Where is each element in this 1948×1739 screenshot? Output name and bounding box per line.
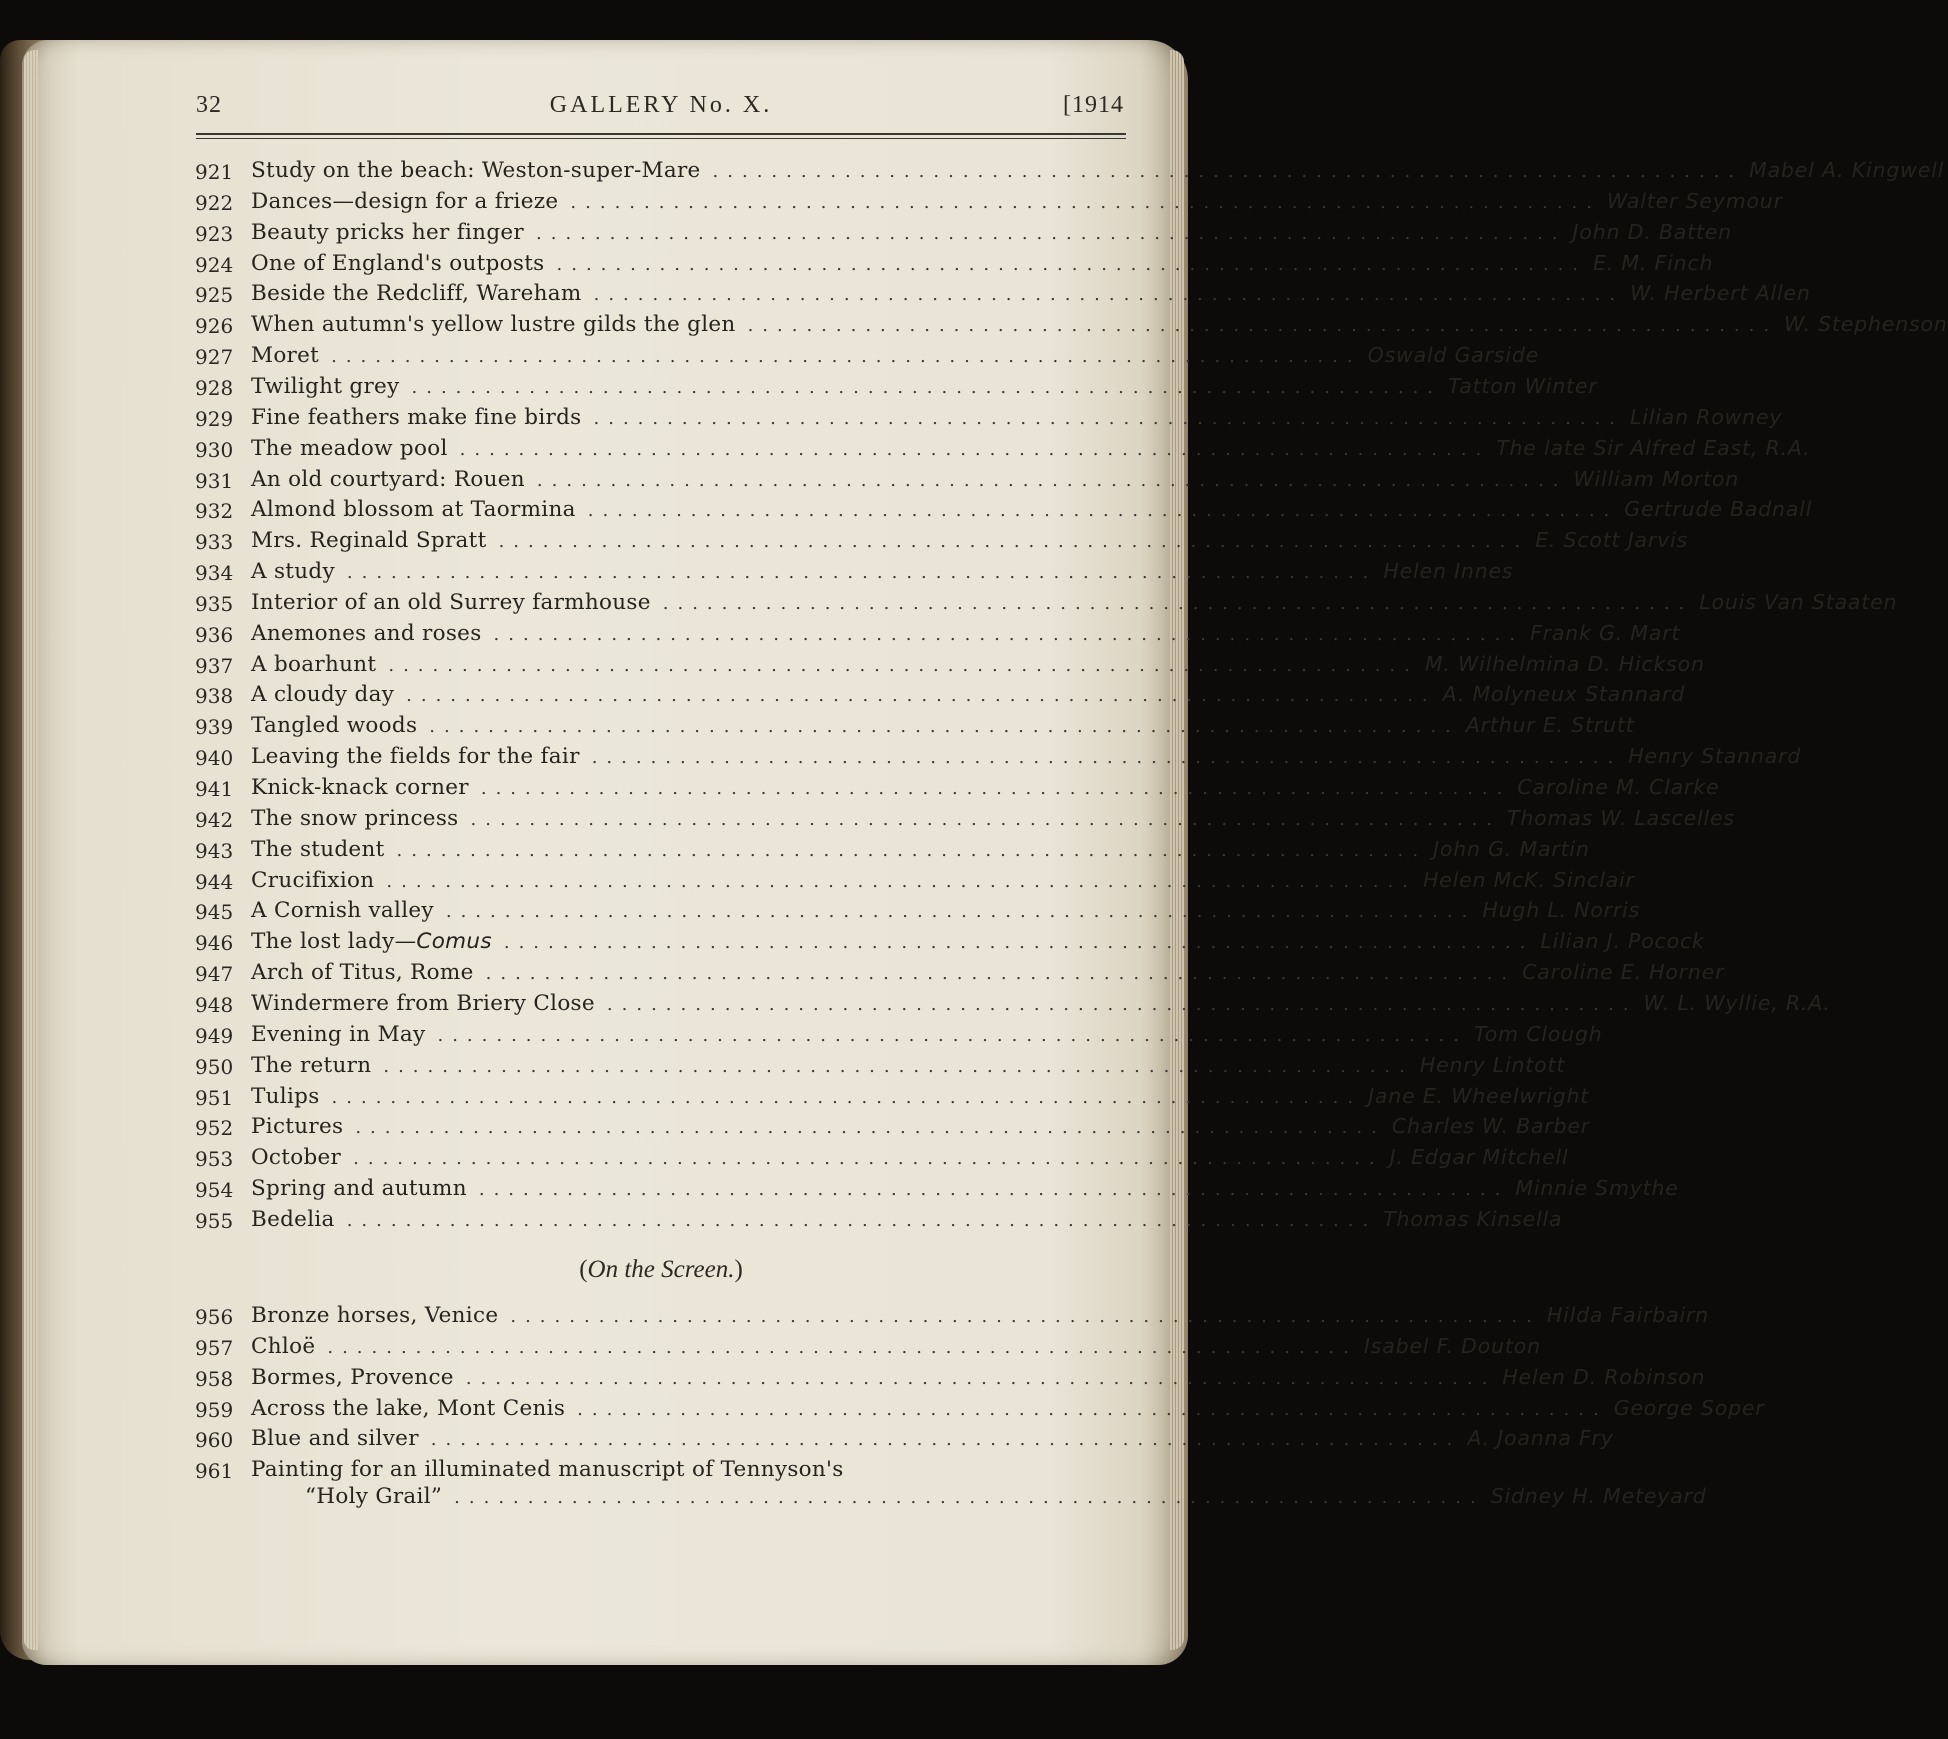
entry-number: 938 [195,684,234,708]
entry-line [251,1053,1566,1078]
catalogue-entry [195,251,1714,281]
entry-line [251,652,1705,677]
entry-line [251,528,1689,553]
entry-number: 946 [195,931,234,955]
entry-title: Pictures [251,1114,344,1139]
entry-line [251,497,1813,522]
dot-leader: ...................................................................... [383,1056,1414,1077]
entry-artist: Helen McK. Sinclair [1422,868,1635,892]
catalogue-entry [195,220,1732,250]
entry-line [251,621,1681,646]
entry-line [251,713,1635,738]
catalogue-entry [195,590,1898,620]
entry-title: Chloë [251,1334,316,1359]
paren-open: ( [579,1256,588,1283]
catalogue-entry [195,528,1689,558]
entry-title: Bormes, Provence [251,1365,454,1390]
dot-leader: ...................................................................... [747,315,1779,336]
dot-leader: ...................................................................... [331,1087,1363,1108]
entry-title: Crucifixion [251,868,375,893]
entry-artist: Tom Clough [1474,1022,1603,1046]
dot-leader: ...................................................................... [454,1487,1485,1508]
dot-leader: ...................................................................... [587,500,1619,521]
entry-title: Beauty pricks her finger [251,220,524,245]
entry-artist: George Soper [1613,1396,1765,1420]
entry-title: An old courtyard: Rouen [251,467,525,492]
entry-artist: Helen D. Robinson [1502,1365,1706,1389]
entry-number: 942 [195,808,234,832]
entry-number: 954 [195,1178,234,1202]
entry-artist: A. Molyneux Stannard [1442,682,1686,706]
entry-number: 931 [195,469,234,493]
entry-title: Across the lake, Mont Cenis [251,1396,566,1421]
entry-artist: John G. Martin [1433,837,1590,861]
entry-title: One of England's outposts [251,251,545,276]
catalogue-entry [195,837,1590,867]
entry-artist: Tatton Winter [1448,374,1598,398]
entry-artist: Gertrude Badnall [1624,497,1813,521]
catalogue-entry [195,898,1641,928]
dot-leader: ...................................................................... [388,655,1419,676]
catalogue-entry [195,991,1831,1021]
dot-leader: ...................................................................... [606,994,1638,1015]
entry-line [251,744,1802,769]
dot-leader: ...................................................................... [470,809,1502,830]
entry-line [251,374,1598,399]
entry-line [251,1022,1603,1047]
catalogue-entry [195,621,1681,651]
entry-title: Anemones and roses [251,621,482,646]
entry-title: Moret [251,343,320,368]
entry-line [251,1334,1541,1359]
catalogue-entry [195,1084,1590,1114]
entry-artist: Arthur E. Strutt [1465,713,1635,737]
entry-line [251,1457,1127,1482]
entry-artist: John D. Batten [1572,220,1732,244]
dot-leader: ...................................................................... [570,192,1601,213]
entry-artist: M. Wilhelmina D. Hickson [1424,652,1705,676]
header-rule-thick [196,133,1126,135]
entry-line [251,960,1725,985]
entry-title: The lost lady—Comus [251,929,492,954]
catalogue-entry [195,775,1720,805]
section-label: On the Screen. [587,1256,735,1283]
entry-artist: Hilda Fairbairn [1546,1303,1709,1327]
running-header [196,92,1126,128]
entry-line [251,1145,1569,1170]
catalogue-entry [195,1207,1563,1237]
entry-title: Mrs. Reginald Spratt [251,528,487,553]
catalogue-entry [195,158,1945,188]
entry-number: 921 [195,160,234,184]
catalogue-entry [195,405,1783,435]
entry-number: 932 [195,499,234,523]
paren-close: ) [734,1256,743,1283]
catalogue-entry [195,868,1635,898]
catalogue-entry [195,744,1802,774]
entry-line [251,467,1739,492]
entry-artist: Walter Seymour [1606,189,1783,213]
catalogue-entry [195,1114,1590,1144]
entry-artist: Sidney H. Meteyard [1490,1484,1707,1508]
entry-line [251,1084,1590,1109]
dot-leader: ...................................................................... [331,346,1362,367]
entry-line [251,189,1783,214]
dot-leader: ...................................................................... [346,1210,1378,1231]
dot-leader: ...................................................................... [437,1025,1468,1046]
entry-artist: Thomas W. Lascelles [1507,806,1735,830]
dot-leader: ...................................................................... [712,161,1744,182]
entry-artist: Henry Lintott [1419,1053,1566,1077]
entry-number: 952 [195,1116,234,1140]
entry-line [251,281,1811,306]
dot-leader: ...................................................................... [465,1368,1497,1389]
entry-artist: J. Edgar Mitchell [1389,1145,1569,1169]
dot-leader: ...................................................................... [346,562,1378,583]
entry-title: Windermere from Briery Close [251,991,595,1016]
entry-title: Blue and silver [251,1426,419,1451]
dot-leader: ...................................................................... [478,1179,1510,1200]
on-the-screen-heading [196,1256,1126,1284]
page-number: 32 [196,92,222,118]
entry-artist: W. Herbert Allen [1630,281,1811,305]
dot-leader: ...................................................................... [593,284,1625,305]
catalogue-entry [195,1303,1709,1333]
entry-artist: Caroline M. Clarke [1517,775,1720,799]
catalogue-entry [195,1022,1603,1052]
entry-number: 949 [195,1024,234,1048]
entry-title: The student [251,837,385,862]
entry-title: Tulips [251,1084,320,1109]
entry-number: 933 [195,530,234,554]
entry-line [251,1207,1563,1232]
entry-title: Leaving the fields for the fair [251,744,580,769]
entry-line [251,251,1714,276]
dot-leader: ...................................................................... [429,716,1460,737]
entry-line [251,1396,1765,1421]
catalogue-entry [195,559,1514,589]
page-edges-left [24,50,38,1650]
entry-artist: The late Sir Alfred East, R.A. [1496,436,1811,460]
entry-line [305,1484,1707,1509]
entry-line [251,682,1686,707]
catalogue-entry [195,312,1948,342]
dot-leader: ...................................................................... [355,1117,1386,1138]
catalogue-entry [195,497,1813,527]
entry-title: Almond blossom at Taormina [251,497,576,522]
entry-number: 958 [195,1367,234,1391]
dot-leader: ...................................................................... [498,531,1530,552]
entry-artist: Charles W. Barber [1391,1114,1590,1138]
entry-number: 923 [195,222,234,246]
entry-number: 947 [195,962,234,986]
entry-line [251,158,1945,183]
entry-artist: Lilian Rowney [1630,405,1783,429]
catalogue-entry [195,960,1725,990]
entry-line [251,868,1635,893]
catalogue-entry [195,1334,1541,1364]
entry-title: A boarhunt [251,652,377,677]
catalogue-entry [195,929,1705,959]
entry-artist: Oswald Garside [1367,343,1540,367]
entry-title: October [251,1145,342,1170]
dot-leader: ...................................................................... [577,1399,1608,1420]
entry-artist: E. Scott Jarvis [1535,528,1689,552]
entry-number: 935 [195,592,234,616]
entry-title: A Cornish valley [251,898,434,923]
dot-leader: ...................................................................... [556,254,1588,275]
catalogue-entry-continued [195,1484,1707,1514]
dot-leader: ...................................................................... [430,1429,1462,1450]
catalogue-entry [195,189,1783,219]
entry-line [251,775,1720,800]
entry-artist: Louis Van Staaten [1699,590,1898,614]
entry-artist: William Morton [1573,467,1739,491]
entry-line [251,312,1948,337]
entry-line [251,837,1590,862]
catalogue-entry [195,467,1739,497]
dot-leader: ...................................................................... [480,778,1512,799]
entry-artist: Hugh L. Norris [1482,898,1641,922]
entry-number: 951 [195,1086,234,1110]
entry-number: 937 [195,654,234,678]
entry-number: 922 [195,191,234,215]
entry-artist: Minnie Smythe [1515,1176,1679,1200]
entry-artist: Isabel F. Douton [1363,1334,1541,1358]
entry-title: Study on the beach: Weston-super-Mare [251,158,701,183]
entry-title: A cloudy day [251,682,395,707]
catalogue-entry [195,436,1811,466]
dot-leader: ...................................................................... [536,470,1568,491]
catalogue-entry [195,1457,1127,1487]
entry-artist: Frank G. Mart [1530,621,1681,645]
dot-leader: ...................................................................... [503,932,1535,953]
dot-leader: ...................................................................... [445,901,1477,922]
entry-line [251,559,1514,584]
catalogue-entry [195,806,1735,836]
entry-number: 928 [195,376,234,400]
entry-number: 939 [195,715,234,739]
header-rule-thin [196,138,1126,139]
dot-leader: ...................................................................... [536,223,1567,244]
entry-title: Bronze horses, Venice [251,1303,499,1328]
entry-number: 950 [195,1055,234,1079]
entry-number: 924 [195,253,234,277]
entry-number: 943 [195,839,234,863]
entry-title: Tangled woods [251,713,418,738]
entry-number: 926 [195,314,234,338]
catalogue-entry [195,1176,1679,1206]
entry-number: 934 [195,561,234,585]
entry-number: 959 [195,1398,234,1422]
dot-leader: ...................................................................... [662,593,1694,614]
entry-number: 936 [195,623,234,647]
entry-artist: A. Joanna Fry [1467,1426,1614,1450]
entry-title: A study [251,559,335,584]
entry-number: 941 [195,777,234,801]
entry-title: The snow princess [251,806,459,831]
entry-number: 944 [195,870,234,894]
entry-line [251,991,1831,1016]
entry-line [251,1176,1679,1201]
dot-leader: ...................................................................... [411,377,1443,398]
entry-title: Interior of an old Surrey farmhouse [251,590,651,615]
entry-title: The return [251,1053,372,1078]
dot-leader: ...................................................................... [593,408,1625,429]
catalogue-entry [195,1365,1706,1395]
entry-title-continued: “Holy Grail” [305,1484,443,1509]
entry-title: Arch of Titus, Rome [251,960,474,985]
dot-leader: ...................................................................... [327,1337,1358,1358]
dot-leader: ...................................................................... [353,1148,1384,1169]
entry-title: Dances—design for a frieze [251,189,559,214]
entry-title: Spring and autumn [251,1176,467,1201]
entry-artist: Mabel A. Kingwell [1749,158,1945,182]
entry-title: Fine feathers make fine birds [251,405,582,430]
entry-line [251,343,1540,368]
entry-number: 953 [195,1147,234,1171]
entry-line [251,929,1705,954]
entry-line [251,898,1641,923]
entry-title: The meadow pool [251,436,448,461]
entry-number: 940 [195,746,234,770]
entry-number: 948 [195,993,234,1017]
entry-number: 929 [195,407,234,431]
catalogue-entry [195,682,1686,712]
entry-number: 930 [195,438,234,462]
entry-line [251,1426,1614,1451]
dot-leader: ...................................................................... [386,871,1417,892]
entry-number: 957 [195,1336,234,1360]
catalogue-entry [195,713,1635,743]
entry-number: 960 [195,1428,234,1452]
catalogue-entry [195,374,1598,404]
entry-artist: Lilian J. Pocock [1540,929,1705,953]
entry-number: 955 [195,1209,234,1233]
entry-line [251,405,1783,430]
entry-line [251,1303,1709,1328]
entry-line [251,1114,1590,1139]
entry-line [251,436,1811,461]
entry-artist: W. L. Wyllie, R.A. [1643,991,1831,1015]
entry-number: 961 [195,1459,234,1483]
dot-leader: ...................................................................... [510,1306,1541,1327]
entry-line [251,1365,1706,1390]
entry-title: When autumn's yellow lustre gilds the glen [251,312,736,337]
entry-number: 927 [195,345,234,369]
entry-title: Knick-knack corner [251,775,469,800]
entry-title: Painting for an illuminated manuscript of Tennyson's [251,1457,844,1482]
entry-artist: W. Stephenson [1784,312,1948,336]
dot-leader: ...................................................................... [485,963,1517,984]
dot-leader: ...................................................................... [396,840,1428,861]
entry-line [251,590,1898,615]
entry-artist: E. M. Finch [1593,251,1714,275]
catalogue-entry [195,1426,1614,1456]
entry-line [251,806,1735,831]
entry-number: 945 [195,900,234,924]
dot-leader: ...................................................................... [459,439,1491,460]
dot-leader: ...................................................................... [591,747,1623,768]
entry-title: Beside the Redcliff, Wareham [251,281,582,306]
entry-number: 956 [195,1305,234,1329]
entry-artist: Jane E. Wheelwright [1368,1084,1590,1108]
catalogue-entry [195,652,1705,682]
entry-line [251,220,1732,245]
entry-title-italic: Comus [416,929,492,954]
catalogue-entry [195,343,1540,373]
entry-number: 925 [195,283,234,307]
catalogue-entry [195,1396,1765,1426]
dot-leader: ...................................................................... [406,685,1437,706]
entry-title: Twilight grey [251,374,400,399]
page-title: GALLERY No. X. [549,92,773,118]
catalogue-entry [195,1145,1569,1175]
catalogue-entry [195,281,1811,311]
entry-artist: Caroline E. Horner [1522,960,1725,984]
entry-title: Evening in May [251,1022,426,1047]
entry-artist: Thomas Kinsella [1383,1207,1563,1231]
entry-artist: Helen Innes [1383,559,1514,583]
dot-leader: ...................................................................... [493,624,1525,645]
year-label: [1914 [1063,92,1124,118]
entry-title: Bedelia [251,1207,335,1232]
entry-artist: Henry Stannard [1628,744,1802,768]
catalogue-entry [195,1053,1566,1083]
